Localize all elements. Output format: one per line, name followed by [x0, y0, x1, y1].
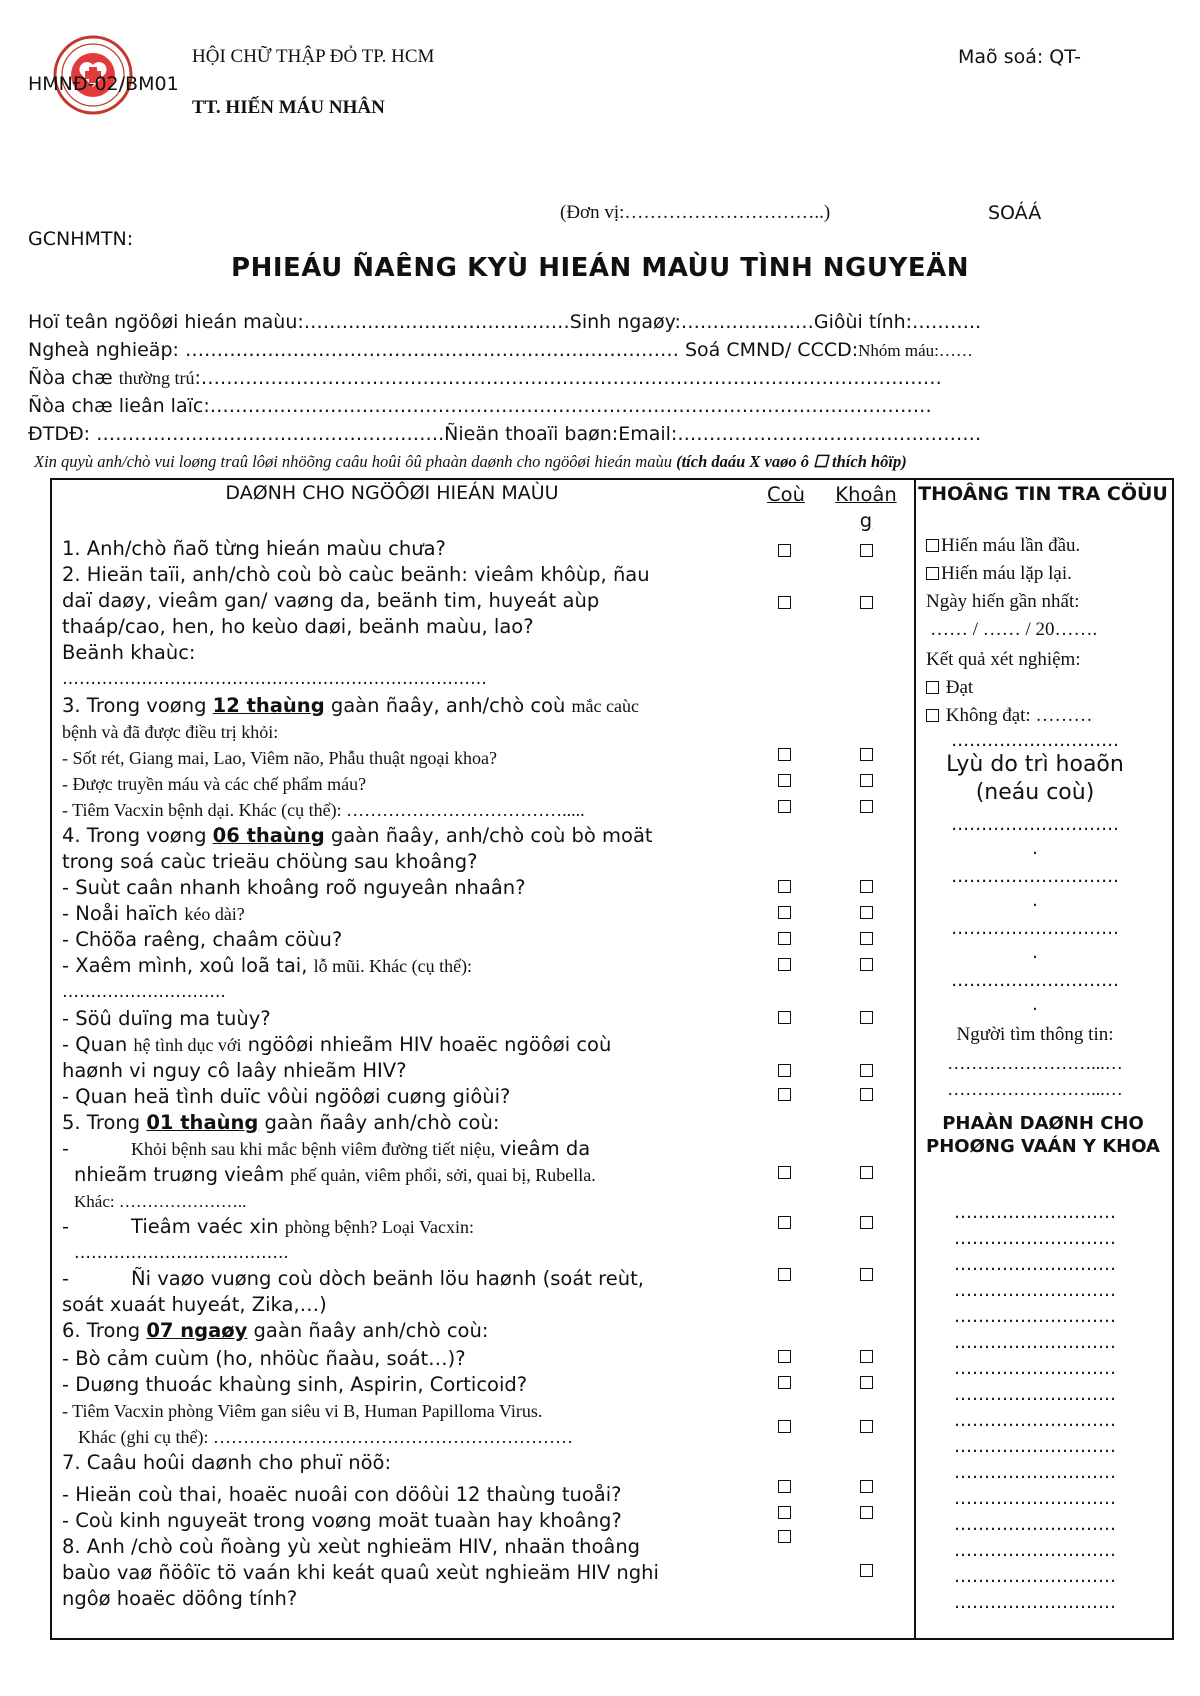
question-5-item: - Tieâm vaéc xin phòng bệnh? Loại Vacxin: [62, 1215, 474, 1238]
question-4-item: - Xaêm mình, xoû loã tai, lỗ mũi. Khác (cụ thể): [62, 954, 473, 977]
org-name: HỘI CHỮ THẬP ĐỎ TP. HCM [192, 46, 435, 67]
page-title: PHIEÁU ÑAÊNG KYÙ HIEÁN MAÙU TÌNH NGUYEÄN [231, 253, 969, 283]
medical-line[interactable]: ……………………… [954, 1358, 1116, 1379]
last-donation-label: Ngày hiến gần nhất: [926, 591, 1080, 612]
occupation-field[interactable]: Ngheà nghieäp: …………………………………………………………………… Soá CMND/ CCCD:Nhóm máu:…… [28, 339, 973, 361]
medical-line[interactable]: ……………………… [954, 1384, 1116, 1405]
no-checkbox[interactable] [860, 544, 873, 557]
medical-line[interactable]: ……………………… [954, 1566, 1116, 1587]
question-4-item: - Chöõa raêng, chaâm cöùu? [62, 928, 343, 951]
question-5-line: soát xuaát huyeát, Zika,…) [62, 1293, 327, 1316]
medical-line[interactable]: ……………………… [954, 1410, 1116, 1431]
yes-checkbox[interactable] [778, 958, 791, 971]
permanent-address-field[interactable]: Ñòa chæ thường trú:……………………………………………………………………………………………………… [28, 367, 942, 389]
question-7-item: - Hieän coù thai, hoaëc nuoâi con döôùi 12 thaùng tuoåi? [62, 1483, 622, 1506]
no-checkbox[interactable] [860, 1376, 873, 1389]
medical-line[interactable]: ……………………… [954, 1280, 1116, 1301]
question-2-line: daï daøy, vieâm gan/ vaøng da, beänh tim, huyeát aùp [62, 589, 600, 612]
yes-checkbox[interactable] [778, 1268, 791, 1281]
checkbox-icon [926, 681, 939, 694]
form-code-label: Maõ soá: QT- [958, 46, 1081, 68]
no-checkbox[interactable] [860, 1350, 873, 1363]
question-4-line: haønh vi nguy cô laây nhieãm HIV? [62, 1059, 407, 1082]
medical-line[interactable]: ……………………… [954, 1592, 1116, 1613]
left-column-header: DAØNH CHO NGÖÔØI HIEÁN MAÙU [225, 482, 559, 504]
checkbox-icon [926, 539, 939, 552]
medical-section-title: PHAÀN DAØNH CHO PHOØNG VAÁN Y KHOA [926, 1113, 1160, 1157]
question-4-item: - Quan heä tình duïc vôùi ngöôøi cuøng giôùi? [62, 1085, 511, 1108]
last-donation-date[interactable]: …… / …… / 20……. [930, 619, 1098, 640]
no-checkbox[interactable] [860, 1564, 873, 1577]
question-6: 6. Trong 07 ngaøy gaàn ñaây anh/chò coù: [62, 1319, 489, 1342]
no-checkbox[interactable] [860, 958, 873, 971]
no-checkbox[interactable] [860, 1216, 873, 1229]
first-time-option[interactable]: Hiến máu lần đầu. [926, 532, 1080, 560]
question-7: 7. Caâu hoûi daønh cho phuï nöõ: [62, 1451, 392, 1474]
medical-line[interactable]: ……………………… [954, 1202, 1116, 1223]
lookup-person-line[interactable]: ……………………...… [947, 1053, 1123, 1073]
medical-line[interactable]: ……………………… [954, 1306, 1116, 1327]
lookup-panel [916, 532, 1170, 1632]
phone-email-field[interactable]: ĐTDĐ: ……………………………………………….Ñieän thoaïi baøn:Email:………………………………………… [28, 423, 982, 445]
checkbox-icon [926, 567, 939, 580]
medical-line[interactable]: ……………………… [954, 1254, 1116, 1275]
reason-dot: . [1032, 838, 1038, 859]
donor-name-field[interactable]: Hoï teân ngöôøi hieán maùu:……………………………………Sinh ngaøy:…………………Giôùi tính:……….. [28, 311, 982, 333]
no-checkbox[interactable] [860, 932, 873, 945]
yes-checkbox[interactable] [778, 906, 791, 919]
medical-line[interactable]: ……………………… [954, 1488, 1116, 1509]
no-checkbox[interactable] [860, 1166, 873, 1179]
question-6-item: - Duøng thuoác khaùng sinh, Aspirin, Corticoid? [62, 1373, 528, 1396]
question-3-item: - Sốt rét, Giang mai, Lao, Viêm não, Phẫu thuật ngoại khoa? [62, 748, 497, 768]
yes-checkbox[interactable] [778, 800, 791, 813]
question-4: 4. Trong voøng 06 thaùng gaàn ñaây, anh/chò coù bò moät [62, 824, 653, 847]
question-2-line: 2. Hieän taïi, anh/chò coù bò caùc beänh: vieâm khôùp, ñau [62, 563, 650, 586]
no-checkbox[interactable] [860, 800, 873, 813]
question-2-other: Beänh khaùc: [62, 641, 196, 664]
yes-checkbox[interactable] [778, 1350, 791, 1363]
question-8: 8. Anh /chò coù ñoàng yù xeùt nghieäm HIV, nhaän thoâng [62, 1535, 641, 1558]
result-line[interactable]: ………………………. [951, 730, 1119, 751]
yes-checkbox[interactable] [778, 880, 791, 893]
question-1: 1. Anh/chò ñaõ từng hieán maùu chưa? [62, 537, 446, 560]
question-5-other: Khác: ………………….. [74, 1192, 247, 1211]
question-2-other-field[interactable]: ………………………………………………………………… [62, 669, 487, 689]
question-3-line: bệnh và đã được điều trị khỏi: [62, 722, 279, 742]
question-4-item: - Suùt caân nhanh khoâng roõ nguyeân nhaân? [62, 876, 526, 899]
no-checkbox[interactable] [860, 906, 873, 919]
yes-checkbox[interactable] [778, 748, 791, 761]
no-checkbox[interactable] [860, 1011, 873, 1024]
yes-column-header: Coù [767, 483, 805, 506]
reason-dot: . [1032, 994, 1038, 1015]
yes-checkbox[interactable] [778, 1064, 791, 1077]
medical-line[interactable]: ……………………… [954, 1436, 1116, 1457]
instruction-note: Xin quyù anh/chò vui loøng traû lôøi nhöõng caâu hoûi ôû phaàn daønh cho ngöôøi hieán maùu (tích daáu X vaøo ô ☐ thích hôïp) [34, 452, 907, 471]
checkbox-icon [926, 709, 939, 722]
certificate-label: GCNHMTN: [28, 228, 134, 250]
yes-checkbox[interactable] [778, 1011, 791, 1024]
question-4-item: - Söû duïng ma tuùy? [62, 1007, 271, 1030]
reason-line[interactable]: ………………………. [951, 814, 1119, 835]
question-5-item: - Ñi vaøo vuøng coù dòch beänh löu haønh (soát reùt, [62, 1267, 644, 1290]
center-name: TT. HIẾN MÁU NHÂN [192, 97, 385, 118]
question-8-line: baùo vaø ñöôïc tö vaán khi keát quaû xeùt nghieäm HIV nghi [62, 1561, 659, 1584]
medical-line[interactable]: ……………………… [954, 1332, 1116, 1353]
question-3-item: - Tiêm Vacxin bệnh dại. Khác (cụ thể): ………………………………..... [62, 800, 585, 820]
no-checkbox[interactable] [860, 1088, 873, 1101]
yes-checkbox[interactable] [778, 1216, 791, 1229]
yes-checkbox[interactable] [778, 1420, 791, 1433]
reason-line[interactable]: ………………………. [951, 918, 1119, 939]
questionnaire-table [50, 478, 1174, 1640]
reason-title: Lyù do trì hoaõn [946, 752, 1124, 777]
reason-subtitle: (neáu coù) [975, 780, 1095, 805]
repeat-option[interactable]: Hiến máu lặp lại. [926, 560, 1072, 588]
reason-dot: . [1032, 942, 1038, 963]
lookup-person-line[interactable]: ……………………...… [947, 1079, 1123, 1099]
reason-dot: . [1032, 890, 1038, 911]
reason-line[interactable]: ………………………. [951, 866, 1119, 887]
question-6-item: - Tiêm Vacxin phòng Viêm gan siêu vi B, Human Papilloma Virus. [62, 1401, 543, 1421]
question-6-item: - Bò cảm cuùm (ho, nhöùc ñaàu, soát…)? [62, 1347, 466, 1370]
medical-line[interactable]: ……………………… [954, 1228, 1116, 1249]
yes-checkbox[interactable] [778, 1088, 791, 1101]
form-code-value: HMNĐ-02/BM01 [28, 73, 179, 95]
yes-checkbox[interactable] [778, 932, 791, 945]
lookup-person-label: Người tìm thông tin: [956, 1024, 1114, 1045]
yes-checkbox[interactable] [778, 1376, 791, 1389]
yes-checkbox[interactable] [778, 1530, 791, 1543]
no-checkbox[interactable] [860, 1506, 873, 1519]
number-label: SOÁÁ [988, 202, 1042, 224]
question-6-other: Khác (ghi cụ thể): …………………………………………………… [78, 1427, 573, 1447]
question-5-item: - Khỏi bệnh sau khi mắc bệnh viêm đường tiết niệu, vieâm da [62, 1137, 591, 1160]
yes-checkbox[interactable] [778, 596, 791, 609]
question-4-item: - Noåi haïch kéo dài? [62, 902, 245, 925]
question-3-item: - Được truyền máu và các chế phẩm máu? [62, 774, 367, 794]
yes-checkbox[interactable] [778, 1480, 791, 1493]
question-5-vaccine-field[interactable]: ……………………………….. [74, 1243, 289, 1263]
question-4-item: - Quan hệ tình dục với ngöôøi nhieãm HIV hoaëc ngöôøi coù [62, 1033, 612, 1056]
question-5-line: nhieãm truøng vieâm phế quản, viêm phổi, sởi, quai bị, Rubella. [74, 1163, 596, 1186]
question-3: 3. Trong voøng 12 thaùng gaàn ñaây, anh/chò coù mắc caùc [62, 694, 639, 717]
yes-checkbox[interactable] [778, 1506, 791, 1519]
medical-line[interactable]: ……………………… [954, 1514, 1116, 1535]
yes-checkbox[interactable] [778, 544, 791, 557]
no-column-header: Khoâng [835, 483, 897, 532]
no-checkbox[interactable] [860, 1064, 873, 1077]
no-checkbox[interactable] [860, 1480, 873, 1493]
pass-option[interactable]: Đạt [926, 674, 973, 702]
question-2-line: thaáp/cao, hen, ho keùo daøi, beänh maùu, lao? [62, 615, 534, 638]
question-4-line: trong soá caùc trieäu chöùng sau khoâng? [62, 850, 478, 873]
yes-checkbox[interactable] [778, 1166, 791, 1179]
no-checkbox[interactable] [860, 880, 873, 893]
unit-field: (Đơn vị:…………………………..) [560, 202, 831, 223]
yes-checkbox[interactable] [778, 774, 791, 787]
no-checkbox[interactable] [860, 596, 873, 609]
test-result-label: Kết quả xét nghiệm: [926, 649, 1081, 670]
no-checkbox[interactable] [860, 1268, 873, 1281]
question-4-other-field[interactable]: ……………………….. [62, 982, 226, 1002]
no-checkbox[interactable] [860, 1420, 873, 1433]
right-column-header: THOÂNG TIN TRA CÖÙU [918, 483, 1168, 505]
fail-option[interactable]: Không đạt: ……… [926, 702, 1092, 730]
no-checkbox[interactable] [860, 774, 873, 787]
medical-line[interactable]: ……………………… [954, 1540, 1116, 1561]
contact-address-field[interactable]: Ñòa chæ lieân laïc:…………………………………………………………………………………………………… [28, 395, 932, 417]
question-8-line: ngôø hoaëc döông tính? [62, 1587, 298, 1610]
question-7-item: - Coù kinh nguyeät trong voøng moät tuaàn hay khoâng? [62, 1509, 622, 1532]
question-5: 5. Trong 01 thaùng gaàn ñaây anh/chò coù: [62, 1111, 500, 1134]
reason-line[interactable]: ………………………. [951, 970, 1119, 991]
medical-line[interactable]: ……………………… [954, 1462, 1116, 1483]
no-checkbox[interactable] [860, 748, 873, 761]
